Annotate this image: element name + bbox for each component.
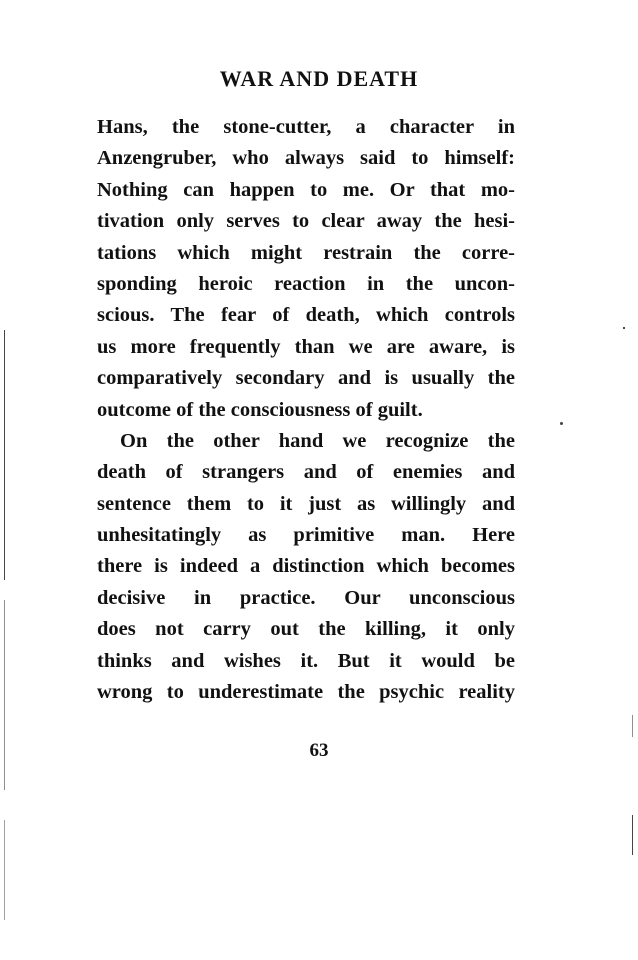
scan-artifact: [4, 600, 5, 790]
page-number: 63: [309, 740, 329, 761]
text-line: Nothing can happen to me. Or that mo-: [97, 178, 515, 201]
text-line: outcome of the consciousness of guilt.: [97, 398, 423, 421]
text-line: us more frequently than we are aware, is: [97, 335, 515, 358]
text-line: Anzengruber, who always said to himself:: [97, 147, 515, 170]
scan-artifact: [560, 422, 563, 425]
scan-artifact: [4, 330, 5, 580]
body-text: [97, 112, 515, 708]
text-line: comparatively secondary and is usually the: [97, 367, 515, 390]
text-line: unhesitatingly as primitive man. Here: [97, 524, 515, 547]
text-line: decisive in practice. Our unconscious: [97, 586, 515, 609]
text-line: tivation only serves to clear away the hesi-: [97, 210, 515, 233]
text-line: tations which might restrain the corre-: [97, 241, 515, 264]
paragraph: [97, 426, 515, 709]
text-line: Hans, the stone-cutter, a character in: [97, 116, 515, 138]
text-line: does not carry out the killing, it only: [97, 618, 515, 641]
scan-artifact: [4, 820, 5, 920]
scan-artifact: [632, 815, 633, 855]
text-line: On the other hand we recognize the: [120, 429, 515, 452]
text-line: thinks and wishes it. But it would be: [97, 649, 515, 672]
text-line: sponding heroic reaction in the uncon-: [97, 272, 515, 295]
text-line: death of strangers and of enemies and: [97, 461, 515, 484]
running-head: WAR AND DEATH: [219, 66, 419, 91]
text-line: sentence them to it just as willingly and: [97, 492, 515, 515]
scan-artifact: [623, 327, 625, 329]
paragraph: [97, 112, 515, 426]
text-line: there is indeed a distinction which becomes: [97, 555, 515, 578]
text-line: scious. The fear of death, which controls: [97, 304, 515, 327]
scan-artifact: [632, 715, 633, 737]
text-line: wrong to underestimate the psychic reality: [97, 681, 515, 704]
